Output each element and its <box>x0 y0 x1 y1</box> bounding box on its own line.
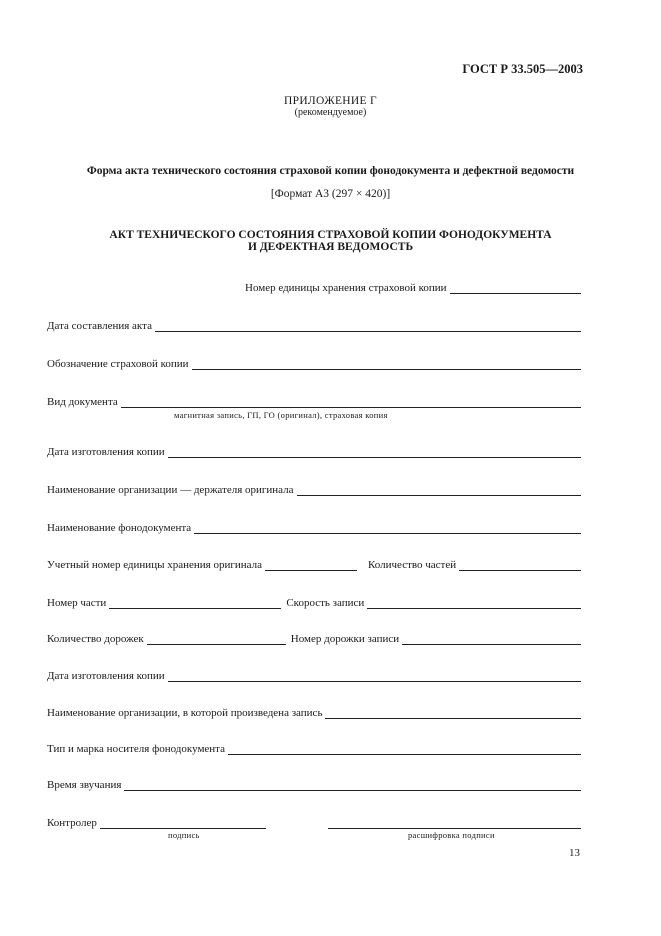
document-type-field[interactable] <box>121 396 581 408</box>
recording-org-field[interactable] <box>325 707 581 719</box>
phonodoc-name-label: Наименование фонодокумента <box>47 522 192 534</box>
holder-org-row <box>47 482 581 496</box>
recording-org-row <box>47 705 581 719</box>
copy-date-field-1[interactable] <box>168 446 581 458</box>
copy-designation-row <box>47 356 581 370</box>
carrier-type-label: Тип и марка носителя фонодокумента <box>47 743 225 755</box>
duration-row <box>47 777 581 791</box>
recording-speed-field[interactable] <box>367 597 581 609</box>
document-type-row <box>47 394 581 408</box>
original-number-field[interactable] <box>265 559 357 571</box>
storage-unit-number-row <box>245 280 581 294</box>
copy-designation-label: Обозначение страховой копии <box>47 358 189 370</box>
recording-speed-label: Скорость записи <box>286 597 365 609</box>
phonodoc-name-field[interactable] <box>194 522 581 534</box>
act-date-row <box>47 318 581 332</box>
tracks-count-label: Количество дорожек <box>47 633 144 645</box>
duration-field[interactable] <box>124 779 581 791</box>
copy-date-label-1: Дата изготовления копии <box>47 446 165 458</box>
tracks-count-field[interactable] <box>147 633 286 645</box>
act-date-field[interactable] <box>155 320 581 332</box>
document-type-hint: магнитная запись, ГП, ГО (оригинал), страховая копия <box>174 410 388 420</box>
page-number: 13 <box>569 847 580 859</box>
duration-label: Время звучания <box>47 779 122 791</box>
copy-date-row-1 <box>47 444 581 458</box>
document-type-label: Вид документа <box>47 396 118 408</box>
tracks-count-row <box>47 631 581 645</box>
copy-date-label-2: Дата изготовления копии <box>47 670 165 682</box>
part-number-label: Номер части <box>47 597 107 609</box>
track-number-label: Номер дорожки записи <box>290 633 400 645</box>
storage-unit-number-field[interactable] <box>450 282 581 294</box>
copy-date-field-2[interactable] <box>168 670 581 682</box>
format-note: [Формат А3 (297 × 420)] <box>270 188 391 200</box>
controller-label: Контролер <box>47 817 97 829</box>
appendix-note: (рекомендуемое) <box>294 107 367 118</box>
controller-row <box>47 815 581 829</box>
original-number-row <box>47 557 581 571</box>
controller-decode-field[interactable] <box>328 817 581 829</box>
parts-count-label: Количество частей <box>367 559 457 571</box>
act-title <box>0 229 661 253</box>
copy-date-row-2 <box>47 668 581 682</box>
copy-designation-field[interactable] <box>192 358 581 370</box>
storage-unit-number-label: Номер единицы хранения страховой копии <box>245 282 447 294</box>
act-title-line2: И ДЕФЕКТНАЯ ВЕДОМОСТЬ <box>247 241 414 253</box>
parts-count-field[interactable] <box>459 559 581 571</box>
original-number-label: Учетный номер единицы хранения оригинала <box>47 559 262 571</box>
phonodoc-name-row <box>47 520 581 534</box>
decode-hint: расшифровка подписи <box>408 830 495 840</box>
part-number-row <box>47 595 581 609</box>
carrier-type-row <box>47 741 581 755</box>
act-date-label: Дата составления акта <box>47 320 152 332</box>
recording-org-label: Наименование организации, в которой произведена запись <box>47 707 323 719</box>
holder-org-field[interactable] <box>297 484 581 496</box>
appendix-heading: ПРИЛОЖЕНИЕ Г <box>284 95 377 107</box>
holder-org-label: Наименование организации — держателя оригинала <box>47 484 294 496</box>
carrier-type-field[interactable] <box>228 743 581 755</box>
standard-number: ГОСТ Р 33.505—2003 <box>462 62 583 76</box>
controller-signature-field[interactable] <box>100 817 266 829</box>
act-title-line1: АКТ ТЕХНИЧЕСКОГО СОСТОЯНИЯ СТРАХОВОЙ КОПИИ ФОНОДОКУМЕНТА <box>109 229 552 241</box>
part-number-field[interactable] <box>109 597 281 609</box>
form-title: Форма акта технического состояния страховой копии фонодокумента и дефектной ведомости <box>86 165 575 177</box>
signature-hint: подпись <box>168 830 200 840</box>
track-number-field[interactable] <box>402 633 581 645</box>
